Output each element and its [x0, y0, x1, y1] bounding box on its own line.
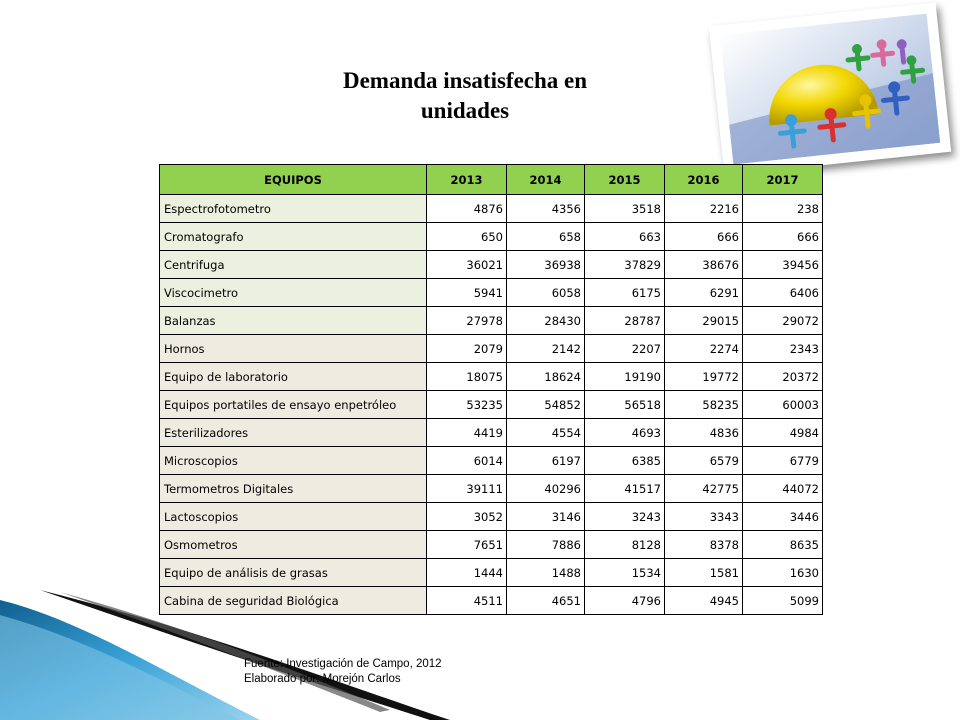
value-cell: 4554 [507, 419, 585, 447]
table-row [160, 559, 823, 587]
value-cell: 6579 [665, 447, 743, 475]
value-cell: 4419 [427, 419, 507, 447]
value-cell: 7651 [427, 531, 507, 559]
equipment-name: Equipo de análisis de grasas [160, 559, 427, 587]
value-cell: 19772 [665, 363, 743, 391]
value-cell: 39456 [743, 251, 823, 279]
table-row [160, 335, 823, 363]
equipment-name: Cabina de seguridad Biológica [160, 587, 427, 615]
equipment-name: Equipos portatiles de ensayo enpetróleo [160, 391, 427, 419]
table-row [160, 475, 823, 503]
value-cell: 54852 [507, 391, 585, 419]
value-cell: 6175 [585, 279, 665, 307]
value-cell: 238 [743, 195, 823, 223]
value-cell: 3243 [585, 503, 665, 531]
value-cell: 6385 [585, 447, 665, 475]
value-cell: 1581 [665, 559, 743, 587]
table-row [160, 195, 823, 223]
value-cell: 1630 [743, 559, 823, 587]
value-cell: 53235 [427, 391, 507, 419]
value-cell: 4984 [743, 419, 823, 447]
value-cell: 5099 [743, 587, 823, 615]
value-cell: 2343 [743, 335, 823, 363]
value-cell: 650 [427, 223, 507, 251]
table-header-row [160, 165, 823, 195]
value-cell: 5941 [427, 279, 507, 307]
team-people-icon [720, 13, 940, 164]
value-cell: 29015 [665, 307, 743, 335]
source-note [244, 657, 442, 687]
value-cell: 29072 [743, 307, 823, 335]
title-line-1: Demanda insatisfecha en [342, 68, 588, 93]
value-cell: 8378 [665, 531, 743, 559]
value-cell: 1488 [507, 559, 585, 587]
value-cell: 4876 [427, 195, 507, 223]
value-cell: 8635 [743, 531, 823, 559]
value-cell: 658 [507, 223, 585, 251]
value-cell: 4945 [665, 587, 743, 615]
value-cell: 40296 [507, 475, 585, 503]
value-cell: 38676 [665, 251, 743, 279]
value-cell: 666 [743, 223, 823, 251]
table-row [160, 503, 823, 531]
header-2017: 2017 [743, 165, 823, 195]
page-title [300, 66, 630, 126]
value-cell: 28430 [507, 307, 585, 335]
value-cell: 4511 [427, 587, 507, 615]
value-cell: 6291 [665, 279, 743, 307]
value-cell: 20372 [743, 363, 823, 391]
value-cell: 58235 [665, 391, 743, 419]
table-row [160, 307, 823, 335]
table-row [160, 587, 823, 615]
value-cell: 18624 [507, 363, 585, 391]
table-row [160, 391, 823, 419]
value-cell: 4836 [665, 419, 743, 447]
table-row [160, 419, 823, 447]
source-line: Fuente: Investigación de Campo, 2012 [244, 658, 442, 670]
value-cell: 44072 [743, 475, 823, 503]
table-row [160, 531, 823, 559]
value-cell: 2216 [665, 195, 743, 223]
team-photo [709, 2, 951, 175]
value-cell: 3518 [585, 195, 665, 223]
value-cell: 4356 [507, 195, 585, 223]
value-cell: 6197 [507, 447, 585, 475]
title-line-2: unidades [420, 98, 510, 123]
equipment-name: Osmometros [160, 531, 427, 559]
table-row [160, 447, 823, 475]
value-cell: 2207 [585, 335, 665, 363]
value-cell: 3146 [507, 503, 585, 531]
value-cell: 7886 [507, 531, 585, 559]
value-cell: 56518 [585, 391, 665, 419]
table-row [160, 251, 823, 279]
value-cell: 6058 [507, 279, 585, 307]
value-cell: 36021 [427, 251, 507, 279]
value-cell: 4651 [507, 587, 585, 615]
equipment-name: Balanzas [160, 307, 427, 335]
equipment-name: Equipo de laboratorio [160, 363, 427, 391]
value-cell: 6406 [743, 279, 823, 307]
value-cell: 36938 [507, 251, 585, 279]
value-cell: 4796 [585, 587, 665, 615]
value-cell: 2079 [427, 335, 507, 363]
value-cell: 3446 [743, 503, 823, 531]
value-cell: 3052 [427, 503, 507, 531]
equipment-name: Lactoscopios [160, 503, 427, 531]
value-cell: 41517 [585, 475, 665, 503]
demand-table [159, 164, 823, 615]
equipment-name: Cromatografo [160, 223, 427, 251]
equipment-name: Termometros Digitales [160, 475, 427, 503]
author-line: Elaborado por: Morejón Carlos [244, 673, 401, 685]
value-cell: 6014 [427, 447, 507, 475]
value-cell: 8128 [585, 531, 665, 559]
value-cell: 666 [665, 223, 743, 251]
value-cell: 27978 [427, 307, 507, 335]
value-cell: 42775 [665, 475, 743, 503]
value-cell: 28787 [585, 307, 665, 335]
table-row [160, 279, 823, 307]
equipment-name: Microscopios [160, 447, 427, 475]
value-cell: 4693 [585, 419, 665, 447]
value-cell: 3343 [665, 503, 743, 531]
header-2014: 2014 [507, 165, 585, 195]
table-row [160, 223, 823, 251]
header-2015: 2015 [585, 165, 665, 195]
value-cell: 39111 [427, 475, 507, 503]
value-cell: 1444 [427, 559, 507, 587]
value-cell: 60003 [743, 391, 823, 419]
value-cell: 18075 [427, 363, 507, 391]
value-cell: 19190 [585, 363, 665, 391]
value-cell: 37829 [585, 251, 665, 279]
table-row [160, 363, 823, 391]
value-cell: 2142 [507, 335, 585, 363]
equipment-name: Hornos [160, 335, 427, 363]
value-cell: 663 [585, 223, 665, 251]
value-cell: 1534 [585, 559, 665, 587]
equipment-name: Espectrofotometro [160, 195, 427, 223]
value-cell: 2274 [665, 335, 743, 363]
value-cell: 6779 [743, 447, 823, 475]
equipment-name: Esterilizadores [160, 419, 427, 447]
header-2013: 2013 [427, 165, 507, 195]
equipment-name: Viscocimetro [160, 279, 427, 307]
equipment-name: Centrifuga [160, 251, 427, 279]
header-2016: 2016 [665, 165, 743, 195]
header-equipos: EQUIPOS [160, 165, 427, 195]
